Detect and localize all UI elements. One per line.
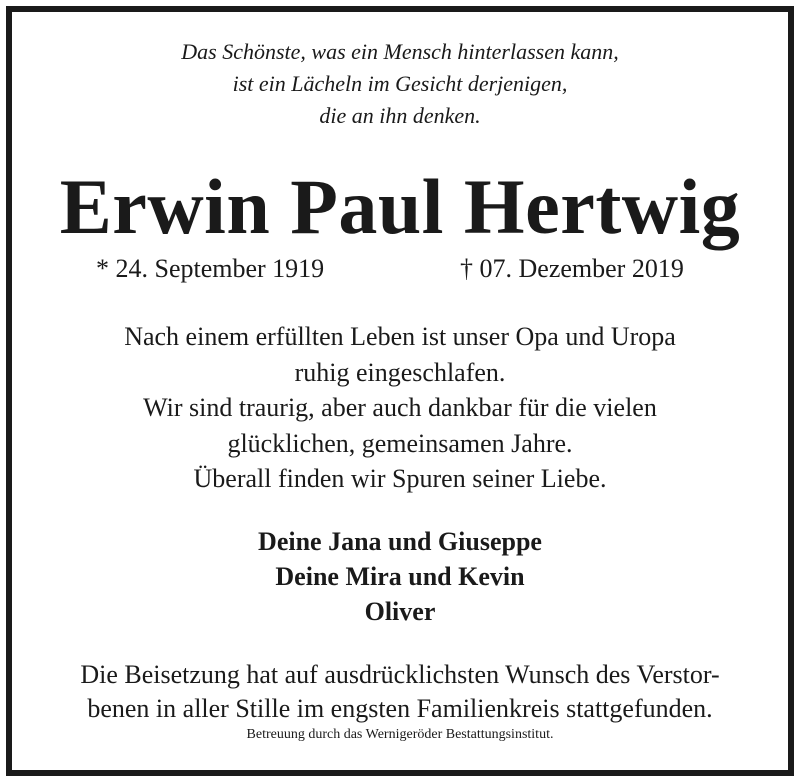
message-line-2: ruhig eingeschlafen. (294, 357, 506, 387)
quote-line-1: Das Schönste, was ein Mensch hinterlassen kann, (181, 39, 619, 64)
obituary-notice (6, 6, 794, 776)
mourner-line-1: Deine Jana und Giuseppe (258, 527, 542, 556)
death-date: † 07. Dezember 2019 (460, 254, 684, 283)
birth-date: * 24. September 1919 (96, 254, 325, 283)
quote-line-2: ist ein Lächeln im Gesicht derjenigen, (232, 71, 568, 96)
mourners-list (12, 524, 788, 629)
quote-line-3: die an ihn denken. (319, 103, 481, 128)
mourner-line-3: Oliver (364, 597, 436, 626)
memorial-quote (12, 36, 788, 132)
message-line-5: Überall finden wir Spuren seiner Liebe. (193, 464, 607, 493)
funeral-home-credit: Betreuung durch das Wernigeröder Bestattungsinstitut. (246, 727, 554, 742)
deceased-name: Erwin Paul Hertwig (59, 163, 741, 250)
message-line-4: glücklichen, gemeinsamen Jahre. (227, 428, 573, 458)
notice-line-2: benen in aller Stille im engsten Familienkreis stattgefunden. (87, 694, 713, 723)
message-line-1: Nach einem erfüllten Leben ist unser Opa und Uropa (124, 322, 676, 351)
family-message (12, 319, 788, 497)
notice-line-1: Die Beisetzung hat auf ausdrücklichsten Wunsch des Verstor- (80, 660, 720, 689)
burial-notice (12, 658, 788, 726)
mourner-line-2: Deine Mira und Kevin (275, 562, 525, 591)
message-line-3: Wir sind traurig, aber auch dankbar für die vielen (143, 393, 657, 422)
